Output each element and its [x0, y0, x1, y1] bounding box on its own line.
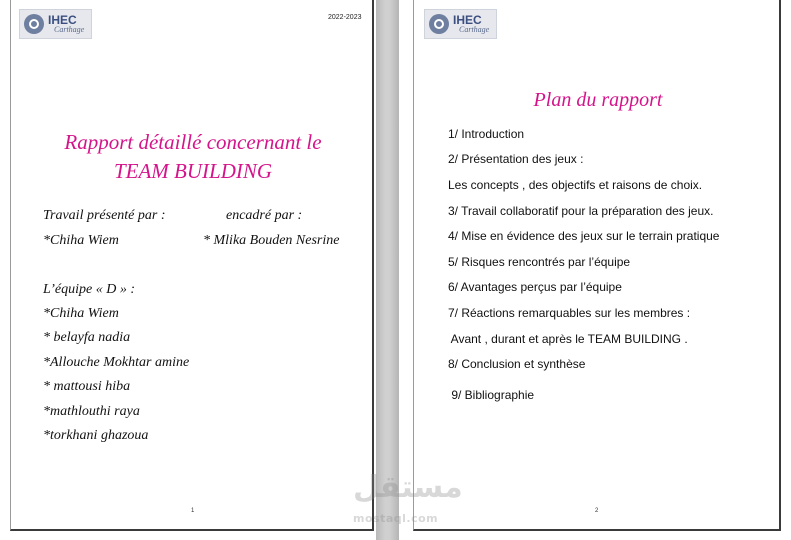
ihec-logo [424, 9, 497, 39]
plan-line: 8/ Conclusion et synthèse [448, 357, 586, 371]
team-label: L’équipe « D » : [43, 282, 136, 297]
academic-year: 2022-2023 [328, 14, 362, 21]
plan-line: Avant , durant et après le TEAM BUILDING . [448, 332, 688, 346]
logo-title: IHEC [453, 13, 482, 27]
team-member: * belayfa nadia [43, 330, 131, 345]
logo-title: IHEC [48, 13, 77, 27]
plan-line: 3/ Travail collaboratif pour la préparation des jeux. [448, 204, 714, 218]
plan-line: 5/ Risques rencontrés par l’équipe [448, 255, 631, 269]
logo-subtitle: Carthage [54, 25, 85, 34]
document-page-1 [10, 0, 374, 531]
plan-line: 1/ Introduction [448, 127, 525, 141]
team-member: *Chiha Wiem [43, 306, 119, 321]
plan-line: 2/ Présentation des jeux : [448, 152, 584, 166]
report-title-line1: Rapport détaillé concernant le [64, 130, 322, 154]
team-member: *torkhani ghazoua [43, 428, 149, 443]
presenter-name: *Chiha Wiem [43, 233, 119, 248]
page-number: 1 [191, 508, 195, 514]
plan-line: 6/ Avantages perçus par l’équipe [448, 280, 622, 294]
team-member: * mattousi hiba [43, 379, 131, 394]
plan-title: Plan du rapport [533, 89, 663, 111]
plan-line: 9/ Bibliographie [448, 388, 535, 402]
ihec-logo [19, 9, 92, 39]
logo-subtitle: Carthage [459, 25, 490, 34]
team-member: *Allouche Mokhtar amine [43, 355, 190, 370]
ihec-emblem-icon [24, 14, 44, 34]
presented-by-label: Travail présenté par : [43, 208, 166, 223]
plan-line: Les concepts , des objectifs et raisons de choix. [448, 178, 703, 192]
page-number: 2 [595, 508, 599, 514]
team-member: *mathlouthi raya [43, 404, 140, 419]
supervisor-name: * Mlika Bouden Nesrine [203, 233, 340, 248]
watermark-arabic: مستقل [353, 470, 463, 505]
report-title-line2: TEAM BUILDING [113, 159, 273, 183]
page-gutter [376, 0, 399, 540]
document-page-2 [413, 0, 781, 531]
watermark-latin: mostaql.com [353, 512, 439, 525]
plan-line: 7/ Réactions remarquables sur les membres : [448, 306, 691, 320]
supervised-by-label: encadré par : [226, 208, 303, 223]
ihec-emblem-icon [429, 14, 449, 34]
plan-line: 4/ Mise en évidence des jeux sur le terrain pratique [448, 229, 720, 243]
